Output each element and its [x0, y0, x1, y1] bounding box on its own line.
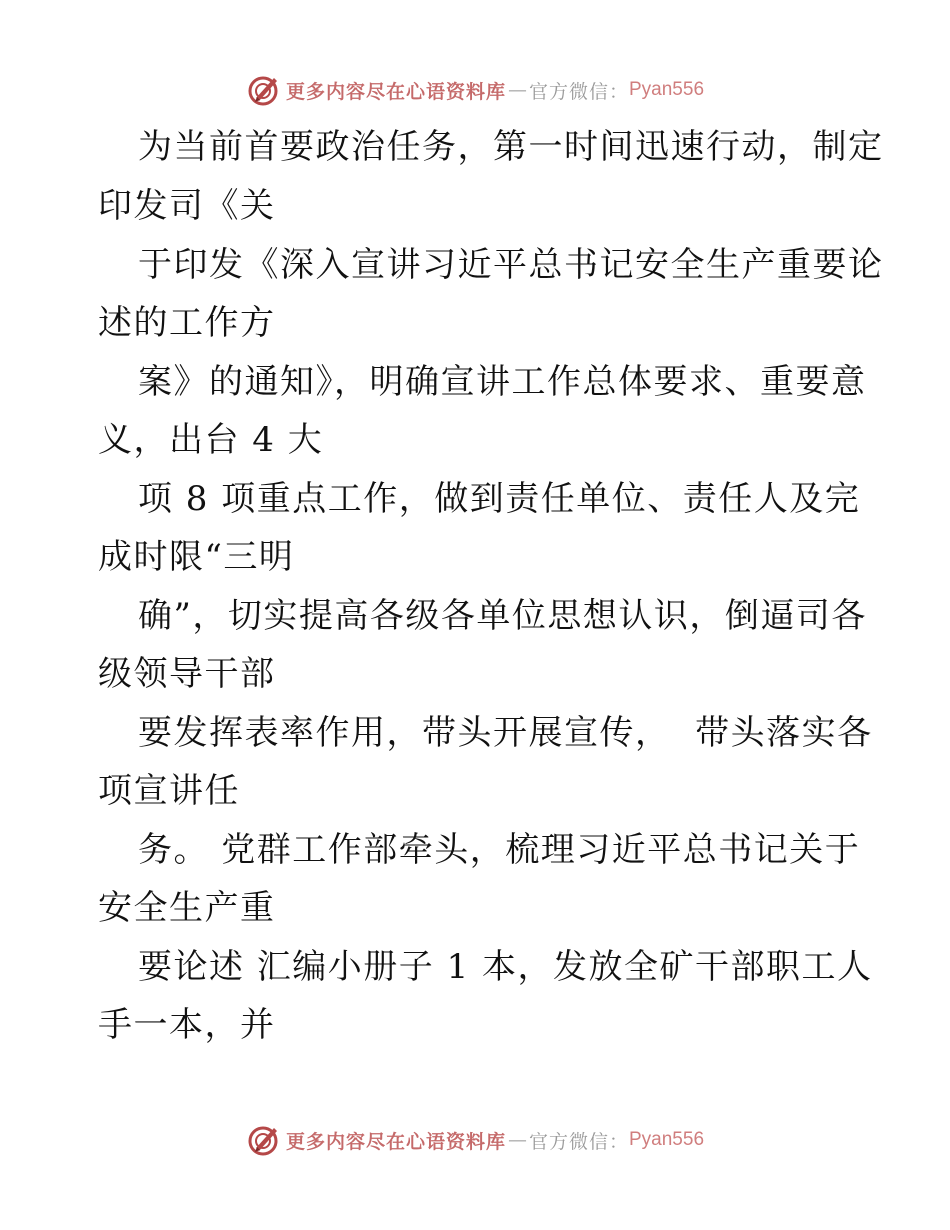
banner-wechat-label: 官方微信： [528, 1130, 629, 1153]
body-line: 印发司《关 [98, 186, 276, 226]
pen-logo-icon [246, 1122, 282, 1158]
body-line: 案》的通知》，明确宣讲工作总体要求、重要意 [138, 362, 867, 402]
body-line: 级领导干部 [98, 654, 276, 694]
footer-watermark-banner [0, 1120, 950, 1160]
body-line: 安全生产重 [98, 888, 276, 928]
banner-wechat-label: 官方微信： [528, 80, 629, 103]
body-line: 确”，切实提高各级各单位思想认识，倒逼司各 [138, 596, 867, 636]
body-line: 成时限“三明 [98, 537, 295, 577]
body-line: 述的工作方 [98, 303, 276, 343]
banner-site-name: 更多内容尽在心语资料库 [285, 80, 506, 103]
header-watermark-banner [0, 70, 950, 110]
banner-wechat-id: Pyan556 [629, 79, 705, 100]
body-line: 手一本，并 [98, 1005, 276, 1045]
pen-logo-icon [246, 72, 282, 108]
body-line: 务。 党群工作部牵头，梳理习近平总书记关于 [138, 830, 861, 870]
body-line: 项宣讲任 [98, 771, 240, 811]
banner-site-name: 更多内容尽在心语资料库 [285, 1130, 506, 1153]
body-line: 项 8 项重点工作，做到责任单位、责任人及完 [138, 479, 861, 519]
banner-separator: — [507, 79, 527, 101]
banner-wechat-id: Pyan556 [629, 1129, 705, 1150]
banner-separator: — [507, 1129, 527, 1151]
body-line: 要发挥表率作用，带头开展宣传， 带头落实各 [138, 713, 873, 753]
body-line: 要论述 汇编小册子 1 本，发放全矿干部职工人 [138, 947, 873, 987]
body-line: 为当前首要政治任务，第一时间迅速行动，制定 [138, 127, 884, 167]
body-line: 义，出台 4 大 [98, 420, 324, 460]
body-line: 于印发《深入宣讲习近平总书记安全生产重要论 [138, 245, 884, 285]
